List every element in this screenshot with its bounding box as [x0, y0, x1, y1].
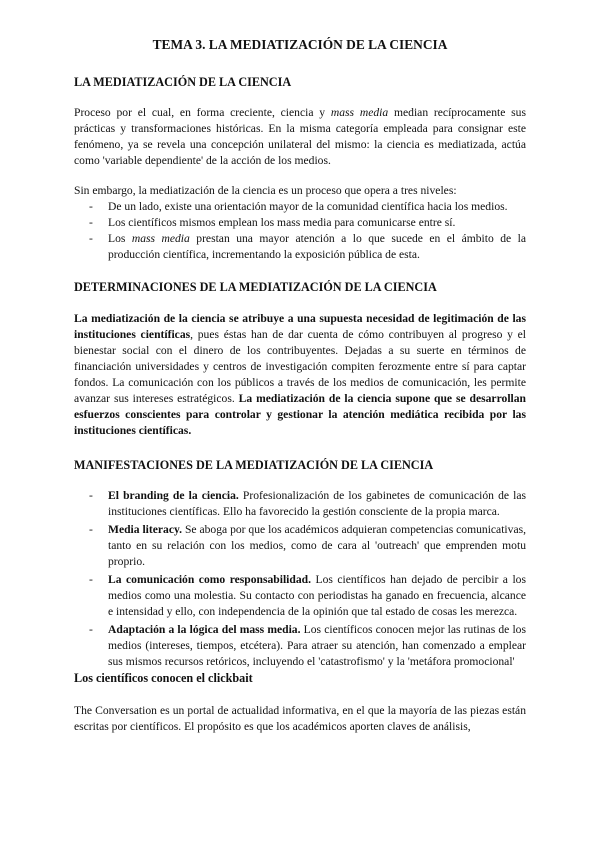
- bold-text: La mediatización de la ciencia se atribuye a una supuesta necesidad de legitimación de las instituciones científicas: [74, 312, 526, 341]
- text-span: , pues éstas han de dar cuenta de cómo contribuyen al progreso y el bienestar social con el dinero de los contribuyentes. Dejadas a su suerte en términos de financiación universidades y centros de investigación compiten ferozmente entre sí para captar fondos. La comunicación con los públicos a través de los medios de comunicación, les permite avanzar sus intereses estratégicos.: [74, 328, 526, 405]
- section-heading-determinaciones: DETERMINACIONES DE LA MEDIATIZACIÓN DE LA CIENCIA: [74, 280, 437, 294]
- list-item: [74, 231, 526, 263]
- text-span: median recíprocamente sus prácticas y transformaciones históricas. En la misma categoría empleada para consignar este fenómeno, ya se revela una concepción unilateral del mismo: la ciencia es mediatizada, actúa como 'variable dependiente' de la acción de los medios.: [74, 106, 526, 167]
- levels-list: [74, 199, 526, 263]
- bullet-dash: -: [89, 489, 93, 502]
- bullet-dash: -: [89, 523, 93, 536]
- bullet-dash: -: [89, 232, 93, 245]
- list-item: [74, 199, 526, 215]
- list-item-text: Los científicos conocen mejor las rutinas de los medios (intereses, tiempos, etcétera). Para atraer su atención, han comenzado a emplear sus mismos recursos retóricos, incluyendo el 'catastrofismo' y la 'metáfora promocional': [108, 623, 526, 668]
- bold-text: La mediatización de la ciencia supone que se desarrollan esfuerzos conscientes para controlar y gestionar la atención mediática recibida por las instituciones científicas.: [74, 392, 527, 437]
- list-item-text: Los científicos mismos emplean los mass media para comunicarse entre sí.: [108, 216, 456, 229]
- section-heading-mediatizacion: LA MEDIATIZACIÓN DE LA CIENCIA: [74, 75, 292, 89]
- list-item: [74, 522, 526, 570]
- list-item-text: Profesionalización de los gabinetes de comunicación de las instituciones científicas. Ello ha favorecido la gestión consciente de la propia marca.: [108, 489, 527, 518]
- list-item-text: De un lado, existe una orientación mayor de la comunidad científica hacia los medios.: [108, 200, 508, 213]
- bold-text: El branding de la ciencia.: [108, 489, 239, 502]
- paragraph-determinaciones: [74, 311, 526, 439]
- section-heading-clickbait: Los científicos conocen el clickbait: [74, 671, 253, 685]
- paragraph-definition: [74, 105, 526, 169]
- bullet-dash: -: [89, 573, 93, 586]
- paragraph-the-conversation: The Conversation es un portal de actualidad informativa, en el que la mayoría de las piezas están escritas por científicos. El propósito es que los académicos aporten claves de análisis,: [74, 704, 526, 733]
- bullet-dash: -: [89, 200, 93, 213]
- list-item-text: prestan una mayor atención a lo que sucede en el ámbito de la producción científica, incrementando la exposición pública de esta.: [108, 232, 526, 261]
- paragraph-three-levels: Sin embargo, la mediatización de la ciencia es un proceso que opera a tres niveles:: [74, 184, 457, 197]
- list-item-text: Los: [108, 232, 132, 245]
- list-item-text: Se aboga por que los académicos adquieran competencias comunicativas, tanto en su relación con los medios, como de cara al 'outreach' que emprenden motu proprio.: [108, 523, 526, 568]
- bullet-dash: -: [89, 216, 93, 229]
- bold-text: Media literacy.: [108, 523, 183, 536]
- list-item: [74, 622, 526, 670]
- list-item: [74, 215, 526, 231]
- list-item: [74, 572, 526, 620]
- document-title: TEMA 3. LA MEDIATIZACIÓN DE LA CIENCIA: [152, 37, 448, 52]
- list-item: [74, 488, 526, 520]
- list-item-text: Los científicos han dejado de percibir a los medios como una molestia. Su contacto con periodistas ha ganado en frecuencia, alcance e intensidad y ello, con independencia de la opinión que tal estado de cosas les merezca.: [108, 573, 526, 618]
- emphasis-mass-media: mass media: [330, 106, 389, 119]
- bullet-dash: -: [89, 623, 93, 636]
- bold-text: La comunicación como responsabilidad.: [108, 573, 311, 586]
- emphasis-mass-media: mass media: [131, 232, 190, 245]
- bold-text: Adaptación a la lógica del mass media.: [108, 623, 301, 636]
- manifestations-list: [74, 488, 526, 670]
- section-heading-manifestaciones: MANIFESTACIONES DE LA MEDIATIZACIÓN DE LA CIENCIA: [74, 458, 434, 472]
- text-span: Proceso por el cual, en forma creciente, ciencia y: [74, 106, 331, 119]
